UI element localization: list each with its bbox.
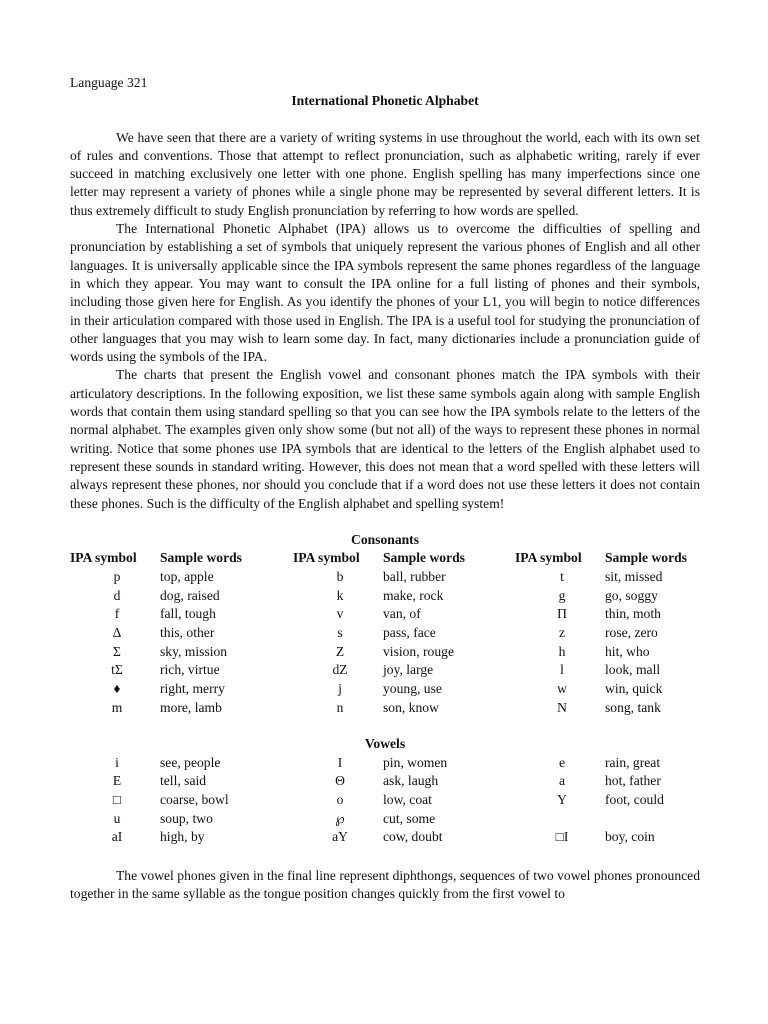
sample-words: young, use [383,680,442,696]
ipa-symbol: v [336,606,344,622]
sample-words: right, merry [160,680,225,696]
table-row [70,828,700,847]
sample-words: ball, rubber [383,568,446,584]
ipa-symbol: Π [557,606,567,622]
paragraph-3: The charts that present the English vowel and consonant phones match the IPA symbols with their articulatory descriptions. In the following exposition, we list these same symbols again along with sample English words that contain them using standard spelling so that you can see how the IPA symbols relate to the letters of the normal alphabet. The examples given only show some (but not all) of the ways to represent these phones in normal writing. Notice that some phones use IPA symbols that are identical to the letters of the English alphabet used to represent these sounds in standard writing. However, this does not mean that a word spelled with these letters will always represent these phones, nor should you conclude that if a word does not use these letters it does not contain these phones. Such is the difficulty of the English alphabet and spelling system! [70,367,700,511]
table-row [70,587,700,606]
ipa-symbol: Δ [112,624,122,640]
ipa-symbol: tΣ [111,662,123,678]
ipa-symbol: ℘ [335,810,345,826]
ipa-symbol: Y [557,791,567,807]
ipa-symbol: t [560,568,564,584]
ipa-symbol: k [336,587,344,603]
paragraph-2: The International Phonetic Alphabet (IPA) allows us to overcome the difficulties of spelling and pronunciation by establishing a set of symbols that uniquely represent the various phones of English and all other languages. It is universally applicable since the IPA symbols represent the same phones regardless of the language in which they appear. You may want to consult the IPA online for a full listing of phones and their symbols, including those given here for English. As you identify the phones of your L1, you will begin to notice differences in their articulation compared with those used in English. The IPA is a useful tool for studying the pronunciation of other languages that you may wish to learn some day. In fact, many dictionaries include a pronunciation guide of words using the symbols of the IPA. [70,221,700,365]
table-row [70,661,700,680]
sample-words: low, coat [383,791,432,807]
table-row [70,568,700,587]
ipa-symbol: I [337,754,343,770]
ipa-symbol: N [557,699,567,715]
course-label: Language 321 [70,75,148,90]
ipa-symbol: j [338,680,342,696]
sample-words: foot, could [605,791,664,807]
sample-words: high, by [160,829,205,845]
ipa-symbol: Z [335,643,345,659]
column-header-symbol: IPA symbol [293,550,360,566]
sample-words: pass, face [383,624,436,640]
sample-words: rose, zero [605,624,658,640]
sample-words: joy, large [383,662,434,678]
sample-words: song, tank [605,699,661,715]
column-header-words: Sample words [605,550,687,566]
paragraph-1: We have seen that there are a variety of writing systems in use throughout the world, each with its own set of rules and conventions. Those that attempt to reflect pronunciation, such as alphabetic writing, rarely if ever succeed in matching exclusively one letter with one phone. English spelling has many imperfections since one letter may represent a variety of phones while a single phone may be represented by several different letters. It is thus extremely difficult to study English pronunciation by referring to how words are spelled. [70,129,700,218]
document-page [70,74,700,904]
ipa-symbol: dZ [332,662,348,678]
sample-words: more, lamb [160,699,222,715]
sample-words: son, know [383,699,439,715]
sample-words: vision, rouge [383,643,454,659]
sample-words: go, soggy [605,587,658,603]
table-row [70,699,700,718]
ipa-symbol: m [111,699,123,715]
ipa-symbol: f [114,606,120,622]
table-row [70,772,700,791]
ipa-symbol: h [558,643,566,659]
sample-words: pin, women [383,754,448,770]
vowels-heading: Vowels [364,736,406,752]
ipa-symbol: g [558,587,566,603]
sample-words: see, people [160,754,221,770]
ipa-symbol: aY [332,829,348,845]
ipa-symbol: Σ [113,643,121,659]
consonants-heading: Consonants [351,531,419,547]
ipa-symbol: E [112,773,122,789]
sample-words: soup, two [160,810,213,826]
column-header-symbol: IPA symbol [70,550,137,566]
column-header-words: Sample words [160,550,242,566]
sample-words: boy, coin [605,829,655,845]
table-row [70,605,700,624]
sample-words: van, of [383,606,421,622]
ipa-symbol: z [558,624,566,640]
ipa-symbol: n [336,699,344,715]
sample-words: tell, said [160,773,207,789]
sample-words: thin, moth [605,606,661,622]
ipa-symbol: □ [112,791,122,807]
ipa-symbol: o [336,791,344,807]
sample-words: sky, mission [160,643,228,659]
column-header-words: Sample words [383,550,465,566]
table-row [70,680,700,699]
ipa-symbol: u [113,810,121,826]
ipa-symbol: i [115,754,119,770]
table-row [70,754,700,773]
ipa-symbol: e [558,754,566,770]
sample-words: cow, doubt [383,829,443,845]
sample-words: coarse, bowl [160,791,229,807]
vowels-table [70,754,700,847]
ipa-symbol: w [557,680,567,696]
sample-words: make, rock [383,587,444,603]
sample-words: fall, tough [160,606,216,622]
table-row [70,624,700,643]
ipa-symbol: d [113,587,121,603]
table-row [70,643,700,662]
ipa-symbol: p [113,568,121,584]
ipa-symbol: aI [111,829,123,845]
ipa-symbol: s [337,624,343,640]
sample-words: cut, some [383,810,436,826]
ipa-symbol: b [336,568,344,584]
consonant-rows [70,568,700,718]
sample-words: dog, raised [160,587,220,603]
sample-words: hot, father [605,773,661,789]
sample-words: top, apple [160,568,214,584]
column-header-symbol: IPA symbol [515,550,582,566]
vowel-rows [70,754,700,847]
ipa-symbol: Θ [335,773,345,789]
sample-words: win, quick [605,680,663,696]
document-title: International Phonetic Alphabet [291,93,479,109]
sample-words: rich, virtue [160,662,220,678]
sample-words: ask, laugh [383,773,439,789]
ipa-symbol: □I [555,829,569,845]
sample-words: look, mall [605,662,661,678]
sample-words: hit, who [605,643,650,659]
ipa-symbol: a [558,773,566,789]
sample-words: this, other [160,624,215,640]
table-row [70,810,700,829]
sample-words: rain, great [605,754,661,770]
ipa-symbol: ♦ [113,680,121,696]
consonants-table [70,549,700,717]
closing-paragraph: The vowel phones given in the final line represent diphthongs, sequences of two vowel phones pronounced together in the same syllable as the tongue position changes quickly from the first vowel to [70,868,700,902]
table-header-row [70,549,700,568]
sample-words: sit, missed [605,568,663,584]
table-row [70,791,700,810]
ipa-symbol: l [560,662,564,678]
